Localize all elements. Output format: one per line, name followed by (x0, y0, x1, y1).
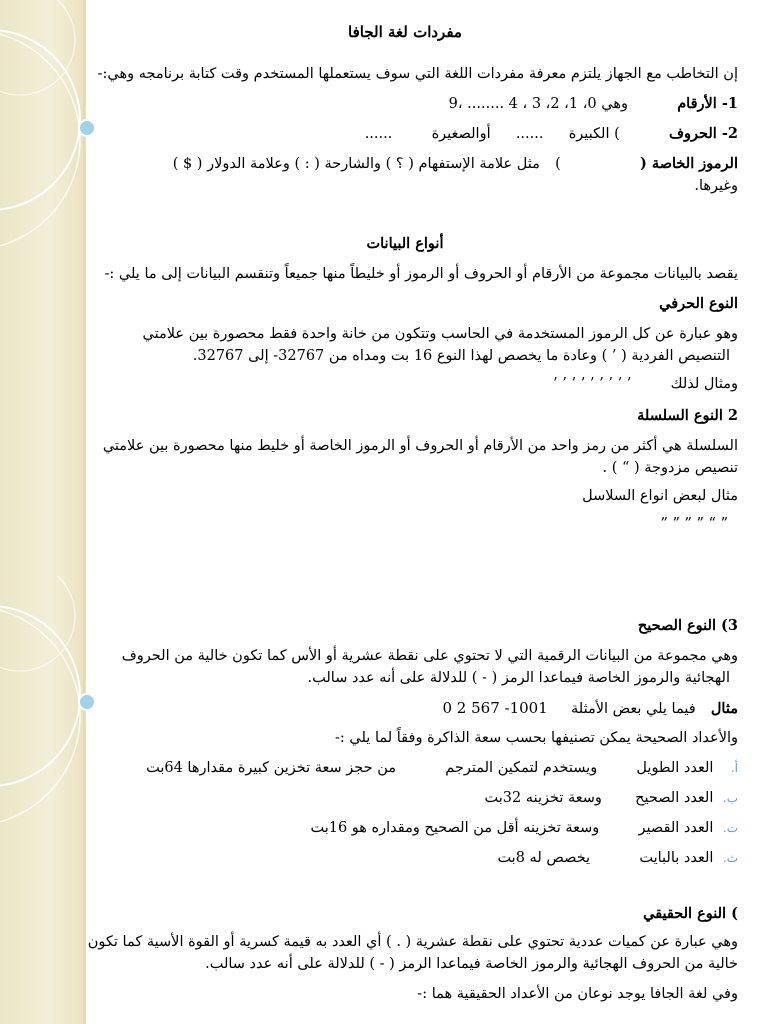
real-type-title: ) النوع الحقيقي (643, 905, 738, 922)
int-example-text: فيما يلي بعض الأمثلة (571, 701, 696, 717)
slide-2-content (72, 576, 738, 1024)
intro-text: إن التخاطب مع الجهاز يلتزم معرفة مفردات اللغة التي سوف يستعملها المستخدم وقت كتابة برنامجه وهي:- (97, 66, 738, 82)
real-type-text-1: وهي عبارة عن كميات عددية تحتوي على نقطة عشرية ( . ) أي العدد به قيمة كسرية أو القوة الأسية كما تكون (87, 934, 738, 950)
list-item-name: العدد الصحيح (635, 790, 714, 806)
int-type-title: 3) النوع الصحيح (637, 617, 738, 634)
letters-big: ) الكبيرة (568, 126, 620, 142)
string-type-text-2: تنصيص مزدوجة ( “ ) . (602, 460, 738, 476)
int-example-line (72, 698, 738, 719)
string-example-marks: ” “ ” ” ” ” (660, 516, 728, 532)
digits-label: 1- الأرقام (677, 95, 738, 112)
int-classify: والأعداد الصحيحة يمكن تصنيفها بحسب سعة الذاكرة وفقاً لما يلي :- (335, 730, 738, 746)
list-item-desc: ويستخدم لتمكين المترجم (445, 760, 598, 776)
list-bullet: ت. (722, 821, 738, 835)
symbols-label: الرموز الخاصة ( (640, 155, 738, 172)
digits-line (72, 94, 738, 114)
int-example-values: 1001- 567 2 0 (442, 699, 548, 717)
letters-small: أوالصغيرة (431, 126, 491, 142)
char-type-example (72, 374, 738, 394)
list-item-name: العدد الطويل (636, 760, 714, 776)
int-example-label: مثال (710, 700, 738, 717)
list-item-desc: يخصص له 8بت (497, 850, 591, 866)
list-item (72, 848, 738, 868)
list-bullet: ث. (722, 851, 738, 865)
section-title: أنواع البيانات (366, 235, 444, 252)
char-example-label: ومثال لذلك (670, 376, 738, 392)
char-type-text-1: وهو عبارة عن كل الرموز المستخدمة في الحاسب وتتكون من خانة واحدة فقط محصورة بين علامتي (142, 326, 738, 342)
list-bullet: ب. (722, 791, 738, 805)
list-item (72, 758, 738, 778)
real-java-text: وفي لغة الجافا يوجد نوعان من الأعداد الحقيقية هما :- (417, 986, 738, 1002)
symbols-text: مثل علامة الإستفهام ( ؟ ) والشارحة ( : ) وعلامة الدولار ( $ ) (172, 156, 540, 172)
list-item (72, 818, 738, 838)
string-type-text-1: السلسلة هي أكثر من رمز واحد من الأرقام أو الحروف أو الرموز الخاصة أو خليط منها محصورة بين علامتي (102, 438, 738, 454)
list-item-extra: من حجز سعة تخزين كبيرة مقدارها 64بت (146, 760, 397, 776)
int-type-text-1: وهي مجموعة من البيانات الرقمية التي لا تحتوي على نقطة عشرية أو الأس كما تكون خالية من الحروف (121, 648, 738, 664)
symbols-line (72, 154, 738, 174)
letters-dots-2: ...... (364, 126, 393, 142)
list-item (72, 788, 738, 808)
list-item-desc: وسعة تخزينه 32بت (484, 790, 602, 806)
real-type-text-2: خالية من الحروف الهجائية والرموز الخاصة فيماعدا الرمز ( - ) للدلالة على أنه عدد سالب. (205, 956, 738, 972)
page-title: مفردات لغة الجافا (348, 23, 462, 41)
slide-1-content (72, 0, 738, 576)
string-type-example: مثال لبعض انواع السلاسل (582, 488, 738, 504)
slide-2 (0, 576, 768, 1024)
section-intro: يقصد بالبيانات مجموعة من الأرقام أو الحروف أو الرموز أو خليطاً منها جميعاً وتنقسم البيانات إلى ما يلي :- (104, 266, 738, 282)
digits-text: وهي 0، 1، 2، 3 ، 4 ........ ،9 (448, 96, 628, 112)
letters-dots: ...... (515, 126, 544, 142)
int-type-text-2: الهجائية والرموز الخاصة فيماعدا الرمز ( - ) للدلالة على أنه عدد سالب. (307, 670, 730, 686)
letters-label: 2- الحروف (669, 125, 738, 142)
list-item-name: العدد القصير (638, 820, 714, 836)
symbols-more: وغيرها. (694, 178, 738, 194)
string-type-title: 2 النوع السلسلة (637, 407, 738, 424)
char-type-title: النوع الحرفي (659, 295, 738, 312)
list-bullet: أ. (730, 761, 738, 775)
list-item-name: العدد بالبايت (639, 850, 714, 866)
symbols-close: ) (555, 156, 561, 172)
char-example-marks: ’ ’ ’ ’ ’ ’ ’ ’ ’ (553, 376, 632, 392)
char-type-text-2: التنصيص الفردية ( ’ ) وعادة ما يخصص لهذا النوع 16 بت ومداه من 32767- إلى 32767. (192, 348, 730, 364)
list-item-desc: وسعة تخزينه أقل من الصحيح ومقداره هو 16بت (310, 820, 600, 836)
letters-line (72, 124, 738, 144)
